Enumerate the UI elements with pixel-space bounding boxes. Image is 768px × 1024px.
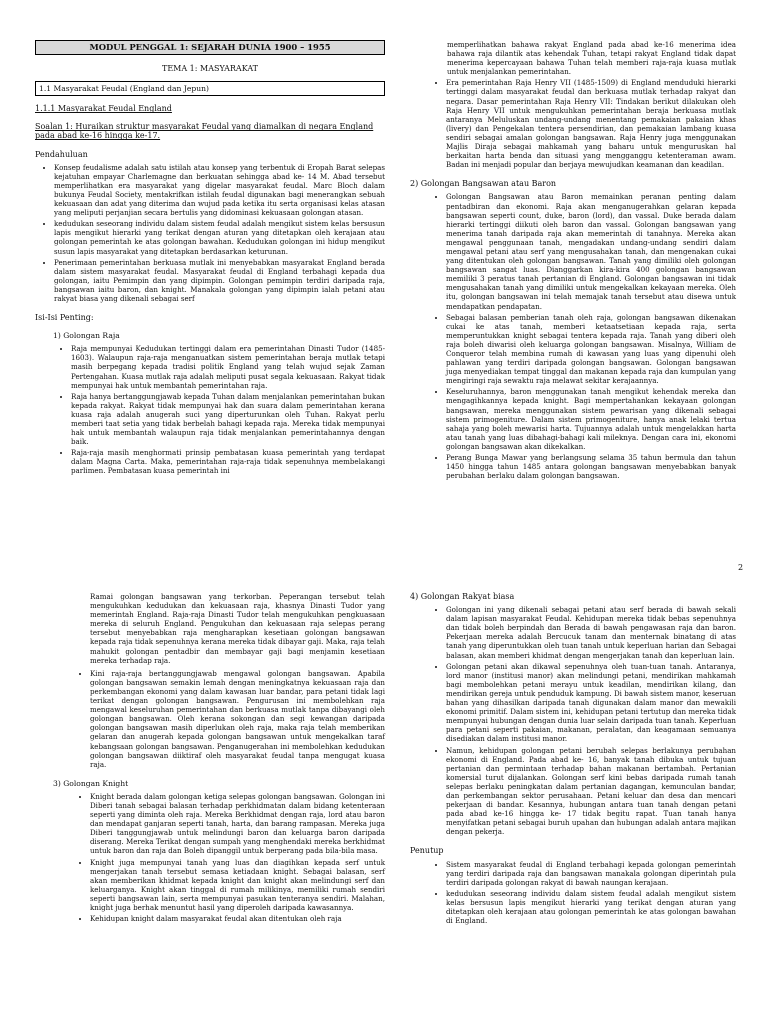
- question-heading: Soalan 1: Huraikan struktur masyarakat Feudal yang diamalkan di negara England pada abad ke-16 hingga ke-17.: [35, 122, 374, 141]
- list-item: • Konsep feudalisme adalah satu istilah atau konsep yang terbentuk di Eropah Barat selepas kejatuhan empayar Charlemagne dan berkuatan sehingga abad ke- 14 M. Abad tersebut memperlihatkan era masyarakat yang digelar masyarakat feudal. Marc Bloch dalam bukunya Feudal Society, mentakrifkan istilah feudal digunakan bagi menerangkan sebuah kekuasaan dan adat yang diterima dan wujud pada ketika itu serta organisasi kelas atasan yang meliputi perjanjian secara bertulis yang didominasi kekuasaan golongan atasan.: [54, 163, 385, 218]
- page-number: 2: [738, 563, 744, 572]
- raja-heading: 1) Golongan Raja: [53, 331, 120, 341]
- page1-right-column: [410, 40, 736, 482]
- conclusion-list: [410, 860, 736, 926]
- key-points-heading: Isi-Isi Penting:: [35, 313, 94, 323]
- list-item: • Penerimaan pemerintahan berkuasa mutlak ini menyebabkan masyarakat England berada dalam sistem masyarakat feudal. Masyarakat feudal di England terbahagi kepada dua golongan, iaitu Pemimpin dan yang dipimpin. Golongan pemimpin terdiri daripada raja, bangsawan iaitu baron, dan knight. Manakala golongan yang dipimpin ialah petani atau rakyat biasa yang dikenali sebagai serf: [54, 258, 385, 303]
- continued-text: memperlihatkan bahawa rakyat England pada abad ke-16 menerima idea bahawa raja dilantik atas kehendak Tuhan, tetapi rakyat England tidak dapat menerima kepercayaan bahawa Tuhan telah memberi raja-raja kuasa mutlak untuk menjalankan pemerintahan.: [447, 40, 736, 77]
- module-title: MODUL PENGGAL 1: SEJARAH DUNIA 1900 – 1955: [35, 40, 385, 55]
- intro-list: [35, 163, 385, 303]
- list-item: • Keseluruhannya, baron menggunakan tanah mengikut kehendak mereka dan mengagihkannya kepada knight. Bagi mempertahankan kekayaan golongan bangsawan, mereka menggunakan sistem pewarisan yang dikenali sebagai sistem primogeniture. Dalam sistem primogeniture, hanya anak lelaki tertua sahaja yang boleh mewarisi harta. Tujuannya adalah untuk mengelakkan harta atau tanah yang luas dibahagi-bahagi kali mileknya. Dengan cara ini, ekonomi golongan bangsawan akan dikekalkan.: [446, 387, 736, 451]
- rakyat-list: [410, 605, 736, 836]
- raja-list-continued: [410, 78, 736, 169]
- page2-left-column: [35, 592, 385, 925]
- raja-list: [35, 344, 385, 475]
- page2-right-column: [410, 592, 736, 927]
- list-item: • Raja hanya bertanggungjawab kepada Tuhan dalam menjalankan pemerintahan bukan kepada rakyat. Rakyat tidak mempunyai hak dan suara dalam pemerintahan kerana kuasa raja adalah anugerah suci yang diperturunkan oleh Tuhan. Rakyat perlu memberi taat setia yang tidak berbelah bahagi kepada raja. Mereka tidak mempunyai hak untuk membantah walaupun raja tidak menjalankan pemerintahannya dengan baik.: [71, 392, 385, 447]
- baron-list: [410, 192, 736, 480]
- intro-heading: Pendahuluan: [35, 149, 88, 159]
- list-item: • Perang Bunga Mawar yang berlangsung selama 35 tahun bermula dan tahun 1450 hingga tahun 1485 antara golongan bangsawan menyebabkan banyak perubahan berlaku dalam golongan bangsawan.: [446, 453, 736, 480]
- section-heading: 1.1 Masyarakat Feudal (England dan Jepun): [35, 81, 385, 96]
- continued-text: Ramai golongan bangsawan yang terkorban. Peperangan tersebut telah mengukuhkan kedudukan dan kekuasaan raja, khasnya Dinasti Tudor yang memerintah England. Raja-raja Dinasti Tudor telah mengukuhkan pengkuasaan mereka di seluruh England. Pengukuhan dan kekuasaan raja selepas perang tersebut menyebabkan raja mengharapkan kesetiaan golongan bangsawan kepada raja tidak sepenuhnya kerana mereka tidak dibayar gaji. Maka, raja telah mahukit golongan pentadbir dan membayar gaji bagi menjamin kesetiaan mereka terhadap raja.: [90, 592, 385, 665]
- subsection-heading: 1.1.1 Masyarakat Feudal England: [35, 104, 172, 114]
- list-item: • Knight berada dalam golongan ketiga selepas golongan bangsawan. Golongan ini Diberi tanah sebagai balasan terhadap perkhidmatan dalam bidang ketenteraan seperti yang diminta oleh raja. Mereka Berkhidmat dengan raja, lord atau baron dan mendapat ganjaran seperti tanah, harta, dan barang rampasan. Mereka juga Diberi tanggungjawab untuk melindungi baron dan keluarga baron daripada diserang. Mereka Terikat dengan sumpah yang menghendaki mereka berkhidmat untuk baron dan raja dan Boleh dipanggil untuk berperang pada bila-bila masa.: [90, 792, 385, 856]
- conclusion-heading: Penutup: [410, 846, 444, 856]
- list-item: • Kehidupan knight dalam masyarakat feudal akan ditentukan oleh raja: [90, 914, 385, 923]
- list-item: • kedudukan seseorang individu dalam sistem feudal adalah mengikut sistem kelas bersusun lapis mengikut hierarki yang terikat dengan aturan yang ditetapkan oleh kerajaan atau golongan pemerintah ke atas golongan bawahan di England.: [446, 889, 736, 925]
- page1-left-column: [35, 40, 385, 478]
- list-item: • Knight juga mempunyai tanah yang luas dan diagihkan kepada serf untuk mengerjakan tanah tersebut semasa ketiadaan knight. Sebagai balasan, serf akan memberikan khidmat kepada knight dan knight akan melindungi serf dan keluarganya. Knight akan tinggal di rumah milikinya, memiliki rumah sendiri seperti bangsawan lain, serta mempunyai pasukan tenteranya sendiri. Malahan, knight juga berhak menuntut hasil yang diperoleh daripada kawasannya.: [90, 858, 385, 913]
- list-item: • Sistem masyarakat feudal di England terbahagi kepada golongan pemerintah yang terdiri daripada raja dan bangsawan manakala golongan diperintah pula terdiri daripada golongan rakyat di bawah naungan kerajaan.: [446, 860, 736, 887]
- list-item: • Golongan petani akan dikawal sepenuhnya oleh tuan-tuan tanah. Antaranya, lord manor (institusi manor) akan melindungi petani, mendirikan mahkamah bagi membolehkan petani merayu untuk keadilan, mendirikan kilang, dan mendirikan gereja untuk penduduk kampung. Di bawah sistem manor, keseruan bahan yang dihasilkan daripada tanah digunakan dalam manor dan mewakili ekonomi primitif. Dalam sistem ini, kehidupan petani tertutup dan mereka tidak mempunyai hubungan dengan dunia luar selain daripada tuan tanah. Keperluan para petani seperti pakaian, makanan, peralatan, dan keagamaan semuanya disediakan dalam institusi manor.: [446, 662, 736, 744]
- list-item: • Era pemerintahan Raja Henry VII (1485-1509) di England menduduki hierarki tertinggi dalam masyarakat feudal dan berkuasa mutlak terhadap rakyat dan negara. Dasar pemerintahan Raja Henry VII: Tindakan berikut dilakukan oleh Raja Henry VII untuk mengukuhkan pemerintahan beraja berkuasa mutlak antaranya Meluluskan undang-undang menentang pemakaian pakaian khas (livery) dan Pengekalan tentera persendirian, dan pemakaian lambang kuasa sendiri sebagai amalan golongan bangsawan. Raja Henry juga menggunakan Majlis Diraja sebagai mahkamah yang baharu untuk menguruskan hal berkaitan harta benda dan situasi yang mengganggu ketenteraman awam. Badan ini menjadi popular dan berjaya mewujudkan keamanan dan keadilan.: [446, 78, 736, 169]
- knight-list: [35, 792, 385, 923]
- list-item: • Sebagai balasan pemberian tanah oleh raja, golongan bangsawan dikenakan cukai ke atas tanah, memberi ketaatsetiaan kepada raja, serta memperuntukkan knight sebagai tentera kepada raja. Tanah yang diberi oleh raja boleh diwarisi oleh keluarga golongan bangsawan. Misalnya, William de Conqueror telah membina rumah di kawasan yang luas yang dipenuhi oleh pahlawan yang terdiri daripada golongan bangsawan. Golongan bangsawan juga menyediakan tempat tinggal dan makanan kepada raja dan kumpulan yang mengiringi raja sewaktu raja melawat sekitar kerajaannya.: [446, 313, 736, 386]
- list-item: • Raja-raja masih menghormati prinsip pembatasan kuasa pemerintah yang terdapat dalam Magna Carta. Maka, pemerintahan raja-raja tidak sepenuhnya membelakangi parlimen. Pembatasan kuasa pemerintah ini: [71, 448, 385, 475]
- list-item: • Namun, kehidupan golongan petani berubah selepas berlakunya perubahan ekonomi di England. Pada abad ke- 16, banyak tanah dibuka untuk tujuan pertanian dan permintaan terhadap bahan makanan bertambah. Pertanian komersial turut dijalankan. Golongan serf kini bebas daripada rumah tanah selepas berlaku peningkatan dalam pertanian dagangan, kemunculan bandar, dan perkembangan sektor perusahaan. Petani keluar dan desa dan mencari pekerjaan di bandar. Kesannya, hubungan antara tuan tanah dengan petani pada abad ke-16 hingga ke- 17 tidak begitu rapat. Tuan tanah hanya menyifatkan petani sebagai buruh upahan dan hubungan adalah antara majikan dengan pekerja.: [446, 746, 736, 837]
- bangsawan-list-continued: [35, 669, 385, 769]
- list-item: • Raja mempunyai Kedudukan tertinggi dalam era pemerintahan Dinasti Tudor (1485-1603). Walaupun raja-raja menganuatkan sistem pemerintahan beraja mutlak tetapi masih berpegang kepada tradisi politik England yang telah wujud sejak Zaman Pertengahan. Kuasa mutlak raja adalah meliputi pusat segala kekuasaan. Rakyat tidak mempunyai hak untuk membantah pemerintahan raja.: [71, 344, 385, 389]
- list-item: • Golongan ini yang dikenali sebagai petani atau serf berada di bawah sekali dalam lapisan masyarakat Feudal. Kehidupan mereka tidak bebas sepenuhnya dan tidak boleh berpindah dan Berada di bawah pengawasan raja dan baron. Pekerjaan mereka adalah Bercucuk tanam dan menternak binatang di atas tanah yang diperuntukkan oleh tuan tanah untuk keperluan harian dan Sebagai balasan, akan memberi khidmat dengan mengerjakan tanah dan keperluan lain.: [446, 605, 736, 660]
- document-page-2: [0, 576, 768, 1024]
- baron-heading: 2) Golongan Bangsawan atau Baron: [410, 179, 557, 189]
- list-item: • Golongan Bangsawan atau Baron memainkan peranan penting dalam pentadbiran dan ekonomi. Raja akan menganugerahkan gelaran kepada bangsawan seperti count, duke, baron (lord), dan vassal. Duke berada dalam hierarki tertinggi diikuti oleh baron dan vassal. Golongan bangsawan yang menerima tanah daripada raja akan memerintah di tanahnya. Mereka akan mengawal penggunaan tanah, mengadakan undang-undang sendiri dalam mengawal petani atau serf yang mengusahakan tanah, dan mengenakan cukai yang ditentukan oleh golongan bangsawan. Tanah yang dimiliki oleh golongan bangsawan sangat luas. Dianggarkan kira-kira 400 golongan bangsawan memiliki 3 peratus tanah pertanian di England. Golongan bangsawan ini tidak mengusahakan tanah yang dimiliki untuk mengekalkan kekayaan mereka. Oleh itu, golongan bangsawan ini telah memajak tanah tersebut atau disewa untuk mendapatkan pendapatan.: [446, 192, 736, 310]
- theme-heading: TEMA 1: MASYARAKAT: [161, 64, 259, 74]
- rakyat-heading: 4) Golongan Rakyat biasa: [410, 592, 515, 601]
- knight-heading: 3) Golongan Knight: [53, 778, 129, 788]
- list-item: • kedudukan seseorang individu dalam sistem feudal adalah mengikut sistem kelas bersusun lapis mengikut hierarki yang terikat dengan aturan yang ditetapkan oleh kerajaan atau golongan pemerintah ke atas golongan bawahan. Kedudukan golongan ini hidup mengikut susun lapis masyarakat yang ditetapkan berdasarkan keturunan.: [54, 219, 385, 255]
- list-item: • Kini raja-raja bertanggungjawab mengawal golongan bangsawan. Apabila golongan bangsawan semakin lemah dengan meningkatnya kekuasaan raja dan perkembangan ekonomi yang dalam kawasan luar bandar, para petani tidak lagi terikat dengan golongan bangsawan. Pengurusan ini membolehkan raja mengawal keseluruhan pemerintahan dan berkuasa mutlak tanpa dibayangi oleh golongan bangsawan. Oleh kerana sokongan dan segi kewangan daripada golongan bangsawan masih diperlukan oleh raja, maka raja telah memberikan gelaran dan anugerah kepada golongan bangsawan untuk mengekalkan taraf kebangsaan golongan bangsawan. Penganugerahan ini membolehkan kedudukan golongan bangsawan diiktiraf oleh masyarakat feudal tanpa mengugat kuasa raja.: [90, 669, 385, 769]
